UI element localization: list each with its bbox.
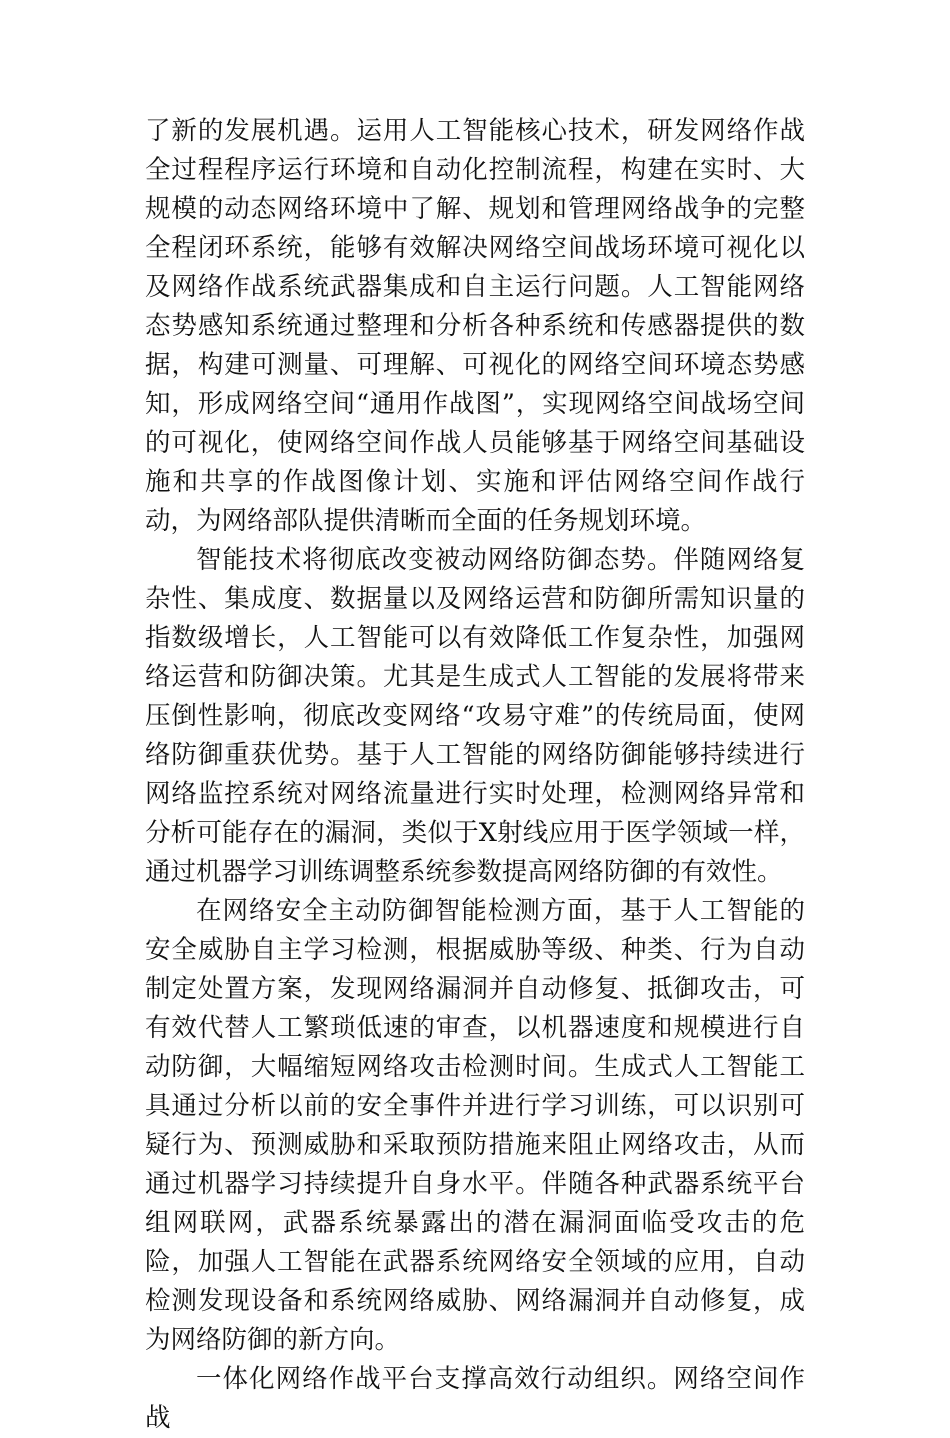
paragraph-3: 在网络安全主动防御智能检测方面，基于人工智能的安全威胁自主学习检测，根据威胁等级、种类、行为自动制定处置方案，发现网络漏洞并自动修复、抵御攻击，可有效代替人工繁琐低速的审查，以机器速度和规模进行自动防御，大幅缩短网络攻击检测时间。生成式人工智能工具通过分析以前的安全事件并进行学习训练，可以识别可疑行为、预测威胁和采取预防措施来阻止网络攻击，从而通过机器学习持续提升自身水平。伴随各种武器系统平台组网联网，武器系统暴露出的潜在漏洞面临受攻击的危险，加强人工智能在武器系统网络安全领域的应用，自动检测发现设备和系统网络威胁、网络漏洞并自动修复，成为网络防御的新方向。 bbox=[145, 896, 805, 1355]
paragraph-2: 智能技术将彻底改变被动网络防御态势。伴随网络复杂性、集成度、数据量以及网络运营和防御所需知识量的指数级增长，人工智能可以有效降低工作复杂性，加强网络运营和防御决策。尤其是生成式人工智能的发展将带来压倒性影响，彻底改变网络“攻易守难”的传统局面，使网络防御重获优势。基于人工智能的网络防御能够持续进行网络监控系统对网络流量进行实时处理，检测网络异常和分析可能存在的漏洞，类似于X射线应用于医学领域一样，通过机器学习训练调整系统参数提高网络防御的有效性。 bbox=[145, 545, 805, 887]
paragraph-4: 一体化网络作战平台支撑高效行动组织。网络空间作战 bbox=[145, 1364, 805, 1433]
paragraph-1: 了新的发展机遇。运用人工智能核心技术，研发网络作战全过程程序运行环境和自动化控制流程，构建在实时、大规模的动态网络环境中了解、规划和管理网络战争的完整全程闭环系统，能够有效解决网络空间战场环境可视化以及网络作战系统武器集成和自主运行问题。人工智能网络态势感知系统通过整理和分析各种系统和传感器提供的数据，构建可测量、可理解、可视化的网络空间环境态势感知，形成网络空间“通用作战图”，实现网络空间战场空间的可视化，使网络空间作战人员能够基于网络空间基础设施和共享的作战图像计划、实施和评估网络空间作战行动，为网络部队提供清晰而全面的任务规划环境。 bbox=[145, 116, 805, 536]
body-text bbox=[145, 112, 805, 1438]
